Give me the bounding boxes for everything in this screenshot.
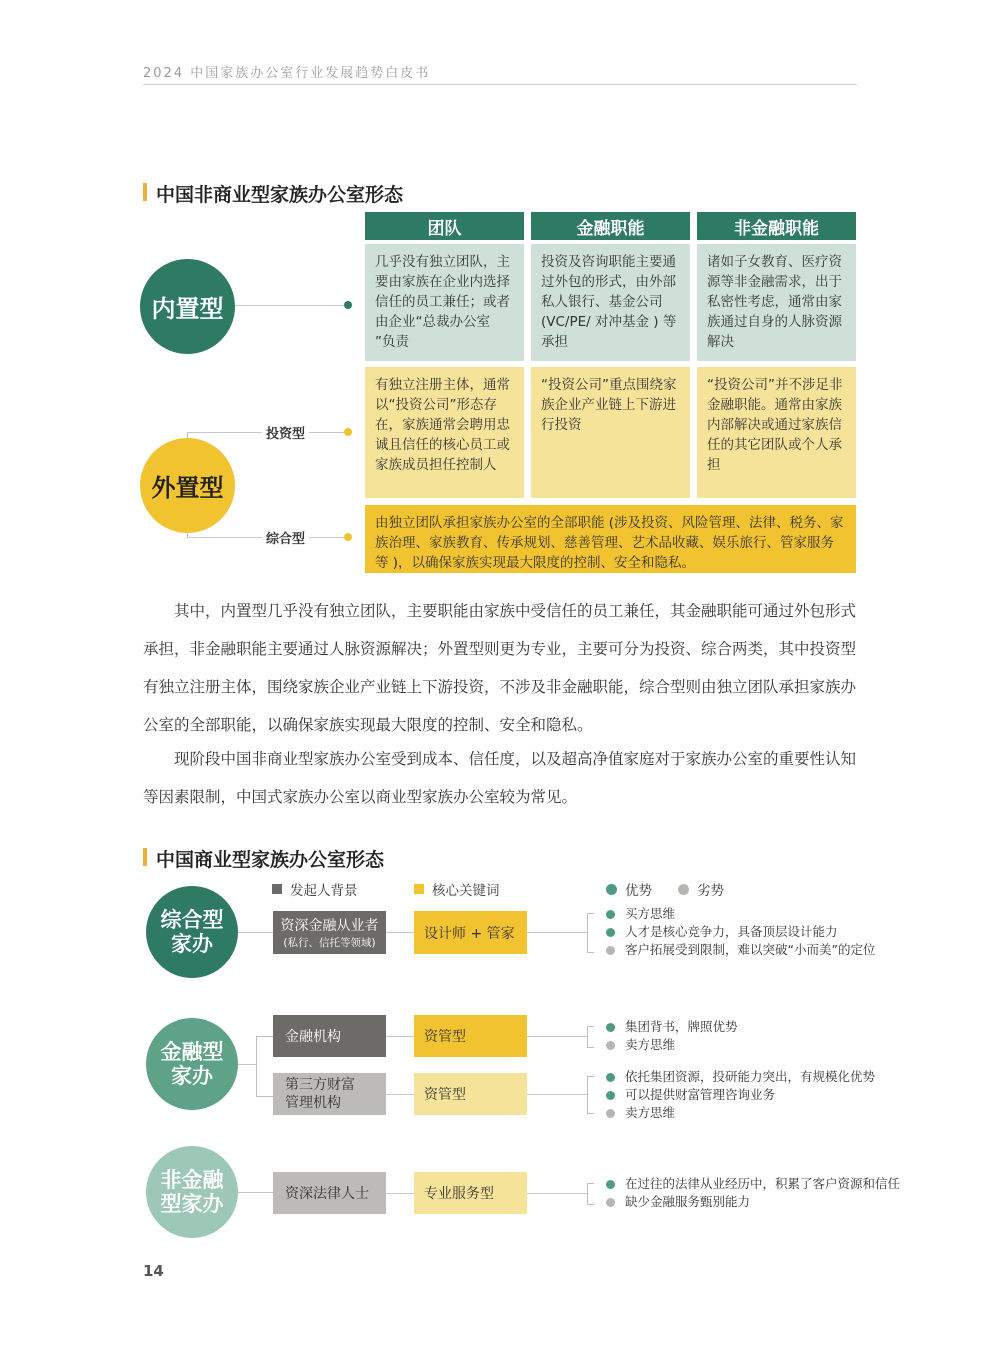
- connector-line: [235, 305, 345, 306]
- founder-box: [273, 1073, 386, 1115]
- legend-label: 核心关键词: [432, 883, 500, 899]
- outer-type-circle: 外置型: [140, 438, 235, 533]
- header-rule: [143, 84, 857, 85]
- keyword-box: 资管型: [414, 1015, 527, 1057]
- body-paragraph: 现阶段中国非商业型家族办公室受到成本、信任度，以及超高净值家庭对于家族办公室的重要性认知等因素限制，中国式家族办公室以商业型家族办公室较为常见。: [143, 750, 857, 806]
- section1-title: 中国非商业型家族办公室形态: [156, 184, 404, 206]
- legend-swatch: [414, 884, 424, 894]
- legend-swatch: [678, 884, 689, 895]
- pro-point: [606, 923, 875, 941]
- bracket: [587, 1183, 594, 1205]
- legend-swatch: [272, 884, 282, 894]
- con-dot: [606, 1041, 615, 1050]
- inner-nonfinancial-cell: 诸如子女教育、医疗资源等非金融需求，出于私密性考虑，通常由家族通过自身的人脉资源解决: [697, 244, 856, 361]
- connector-line: [386, 1193, 414, 1194]
- point-text: 买方思维: [625, 906, 676, 921]
- con-point: [606, 1036, 738, 1054]
- col-head-team: 团队: [365, 212, 524, 240]
- point-text: 可以提供财富管理咨询业务: [625, 1087, 776, 1102]
- con-dot: [606, 1198, 615, 1207]
- nonfinancial-office-circle: [146, 1146, 238, 1238]
- keyword-box: 专业服务型: [414, 1172, 527, 1214]
- legend-label: 劣势: [697, 883, 724, 899]
- keyword-box: 资管型: [414, 1073, 527, 1115]
- point-text: 卖方思维: [625, 1105, 676, 1120]
- page-number: 14: [143, 1262, 164, 1280]
- point-text: 卖方思维: [625, 1037, 676, 1052]
- point-text: 在过往的法律从业经历中，积累了客户资源和信任: [625, 1176, 901, 1191]
- section-marker: [143, 183, 147, 201]
- connector-line: [527, 1036, 587, 1037]
- pro-point: [606, 1175, 900, 1193]
- point-text: 缺少金融服务甄别能力: [625, 1194, 751, 1209]
- con-point: [606, 1193, 900, 1211]
- inner-team-cell: 几乎没有独立团队，主要由家族在企业内选择信任的员工兼任；或者由企业“总裁办公室 ”负责: [365, 244, 524, 361]
- investment-type-tag: 投资型: [262, 423, 309, 442]
- outer-nonfinancial-cell: “投资公司”并不涉足非金融职能。通常由家族内部解决或通过家族信任的其它团队或个人承担: [697, 367, 856, 498]
- col-head-nonfinancial: 非金融职能: [697, 212, 856, 240]
- founder-box: 金融机构: [273, 1015, 386, 1057]
- founder-label: 管理机构: [285, 1095, 341, 1111]
- con-dot: [606, 1109, 615, 1118]
- connector-line: [527, 932, 587, 933]
- comprehensive-office-circle: [146, 886, 238, 978]
- legend-con: [678, 879, 724, 899]
- pro-point: [606, 905, 875, 923]
- bracket: [587, 1076, 594, 1114]
- con-dot: [606, 946, 615, 955]
- bracket: [587, 913, 594, 953]
- con-point: [606, 1104, 875, 1122]
- body-paragraph: 其中，内置型几乎没有独立团队，主要职能由家族中受信任的员工兼任，其金融职能可通过外包形式承担，非金融职能主要通过人脉资源解决；外置型则更为专业，主要可分为投资、综合两类，其中投资型有独立注册主体，围绕家族企业产业链上下游投资，不涉及非金融职能，综合型则由独立团队承担家族办公室的全部职能，以确保家族实现最大限度的控制、安全和隐私。: [143, 602, 857, 734]
- connector-dot: [344, 301, 352, 309]
- points-list: [606, 1018, 738, 1054]
- pro-dot: [606, 1073, 615, 1082]
- section-marker: [143, 848, 147, 866]
- connector-line: [238, 1064, 256, 1065]
- connector-line: [386, 932, 414, 933]
- col-head-financial: 金融职能: [531, 212, 690, 240]
- connector-dot: [344, 428, 352, 436]
- connector-line: [386, 1094, 414, 1095]
- circle-label: 型家办: [160, 1192, 224, 1216]
- circle-label: 非金融: [160, 1168, 224, 1192]
- running-header: 2024 中国家族办公室行业发展趋势白皮书: [143, 66, 431, 81]
- founder-label: 第三方财富: [285, 1077, 355, 1093]
- legend-label: 发起人背景: [290, 883, 358, 899]
- points-list: [606, 1175, 900, 1211]
- con-point: [606, 941, 875, 959]
- connector-line: [527, 1193, 587, 1194]
- inner-type-circle: 内置型: [140, 259, 235, 354]
- points-list: [606, 905, 875, 959]
- pro-dot: [606, 1180, 615, 1189]
- point-text: 依托集团资源，投研能力突出，有规模化优势: [625, 1069, 876, 1084]
- financial-office-circle: [146, 1018, 238, 1110]
- comprehensive-cell: 由独立团队承担家族办公室的全部职能 (涉及投资、风险管理、法律、税务、家族治理、家族教育、传承规划、慈善管理、艺术品收藏、娱乐旅行、管家服务等 )，以确保家族实现最大限度的控制、安全和隐私。: [365, 505, 856, 573]
- point-text: 集团背书，牌照优势: [625, 1019, 738, 1034]
- circle-label: 家办: [171, 1064, 213, 1088]
- pro-point: [606, 1018, 738, 1036]
- outer-team-cell: 有独立注册主体，通常以“投资公司”形态存在，家族通常会聘用忠诚且信任的核心员工或家族成员担任控制人: [365, 367, 524, 498]
- connector-line: [527, 1094, 587, 1095]
- connector-line: [238, 932, 273, 933]
- bracket: [587, 1026, 594, 1048]
- comprehensive-type-tag: 综合型: [262, 528, 309, 547]
- section2-title: 中国商业型家族办公室形态: [156, 849, 385, 871]
- pro-dot: [606, 1091, 615, 1100]
- point-text: 人才是核心竞争力，具备顶层设计能力: [625, 924, 838, 939]
- legend-swatch: [606, 884, 617, 895]
- pro-point: [606, 1068, 875, 1086]
- keyword-box: 设计师 + 管家: [414, 911, 527, 954]
- pro-dot: [606, 928, 615, 937]
- inner-financial-cell: 投资及咨询职能主要通过外包的形式，由外部私人银行、基金公司 (VC/PE/ 对冲基金 ) 等承担: [531, 244, 690, 361]
- founder-label: 资深金融从业者: [280, 918, 379, 934]
- circle-label: 家办: [171, 932, 213, 956]
- pro-dot: [606, 910, 615, 919]
- legend-pro: [606, 879, 652, 899]
- circle-label: 金融型: [160, 1040, 224, 1064]
- points-list: [606, 1068, 875, 1122]
- connector-dot: [344, 533, 352, 541]
- legend-founder: [272, 879, 358, 899]
- founder-box: [273, 911, 386, 954]
- point-text: 客户拓展受到限制，难以突破“小而美”的定位: [625, 942, 876, 957]
- connector-line: [386, 1036, 414, 1037]
- legend-label: 优势: [625, 883, 652, 899]
- pro-dot: [606, 1023, 615, 1032]
- circle-label: 综合型: [160, 908, 224, 932]
- pro-point: [606, 1086, 875, 1104]
- legend-keyword: [414, 879, 500, 899]
- founder-sublabel: (私行、信托等领域): [283, 937, 376, 949]
- bracket: [256, 1036, 274, 1097]
- connector-line: [238, 1192, 273, 1193]
- outer-financial-cell: “投资公司”重点围绕家族企业产业链上下游进行投资: [531, 367, 690, 498]
- founder-box: 资深法律人士: [273, 1172, 386, 1214]
